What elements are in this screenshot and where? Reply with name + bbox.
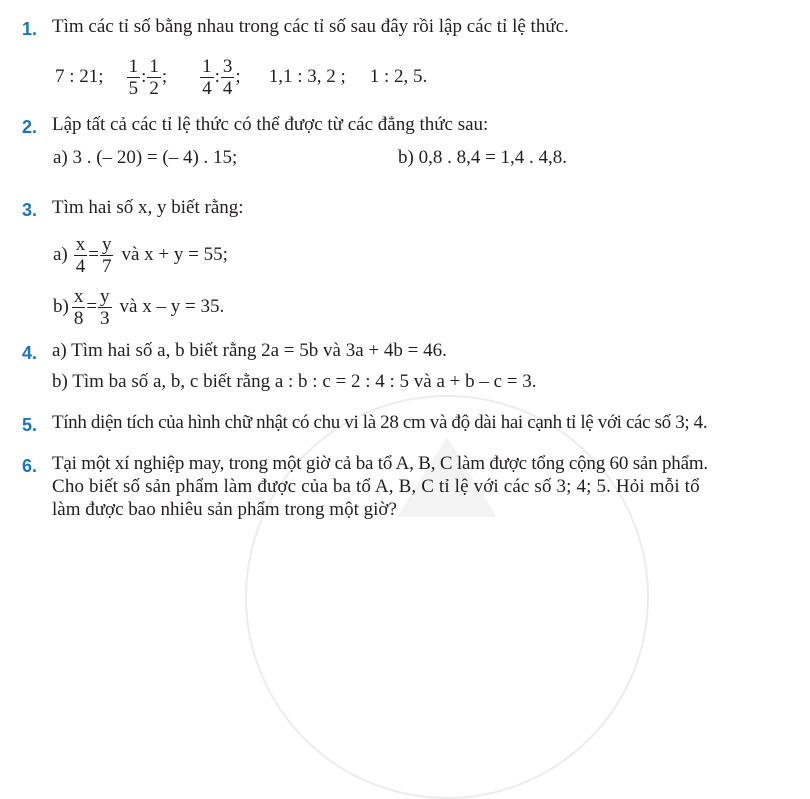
ratio-2-end: ;: [161, 66, 168, 87]
ratio-2-frac-2: $\frac{1}{2}$: [149, 55, 159, 99]
exercise-6-number: 6.: [22, 456, 38, 476]
ratio-2-colon: :: [141, 66, 147, 87]
exercise-6-line-1: Tại một xí nghiệp may, trong một giờ cả ba tổ A, B, C làm được tổng cộng 60 sản phẩm.: [52, 453, 708, 474]
exercise-4-part-b: b) Tìm ba số a, b, c biết rằng a : b : c = 2 : 4 : 5 và a + b – c = 3.: [52, 371, 537, 392]
fraction-x-over-8: $\frac{x}{8}$: [73, 285, 84, 329]
exercise-1-number: 1.: [22, 19, 38, 39]
ratio-3-frac-1: $\frac{1}{4}$: [202, 55, 212, 99]
exercise-2-text: Lập tất cả các tỉ lệ thức có thể được từ các đẳng thức sau:: [52, 114, 489, 135]
exercise-1-ratios: [55, 49, 427, 105]
exercise-3-text: Tìm hai số x, y biết rằng:: [52, 197, 244, 218]
exercise-3-part-a: [53, 231, 228, 279]
fraction-y-over-7: $\frac{y}{7}$: [101, 233, 112, 277]
ratio-3-colon: :: [214, 66, 220, 87]
exercise-2-number: 2.: [22, 117, 38, 137]
exercise-6-line-2: Cho biết số sản phẩm làm được của ba tổ A, B, C tỉ lệ với các số 3; 4; 5. Hỏi mỗi tổ: [52, 476, 700, 497]
equals-sign: =: [88, 244, 99, 265]
exercise-3-part-b: [53, 283, 224, 331]
exercise-5-number: 5.: [22, 415, 38, 435]
fraction-y-over-3: $\frac{y}{3}$: [100, 285, 110, 329]
part-a-label: a): [53, 244, 68, 265]
exercise-4-part-a: a) Tìm hai số a, b biết rằng 2a = 5b và 3a + 4b = 46.: [52, 340, 447, 361]
ratio-5: 1 : 2, 5.: [369, 66, 428, 87]
exercise-1-text: Tìm các tỉ số bằng nhau trong các tỉ số sau đây rồi lập các tỉ lệ thức.: [52, 16, 569, 37]
ratio-4: 1,1 : 3, 2 ;: [268, 66, 346, 87]
ratio-3-frac-2: $\frac{3}{4}$: [222, 55, 233, 99]
equals-sign: =: [86, 296, 98, 317]
exercise-6-line-3: làm được bao nhiêu sản phẩm trong một giờ?: [52, 499, 397, 520]
ratio-2-frac-1: $\frac{1}{5}$: [128, 55, 139, 99]
ratio-3-end: ;: [235, 66, 241, 87]
part-b-condition: và x – y = 35.: [119, 296, 225, 317]
exercise-3-number: 3.: [22, 200, 38, 220]
ratio-1: 7 : 21;: [55, 66, 104, 87]
part-b-label: b): [53, 296, 69, 317]
fraction-x-over-4: $\frac{x}{4}$: [75, 233, 86, 277]
exercise-2-part-b: b) 0,8 . 8,4 = 1,4 . 4,8.: [398, 147, 568, 168]
part-a-condition: và x + y = 55;: [121, 244, 228, 265]
exercise-2-part-a: a) 3 . (– 20) = (– 4) . 15;: [53, 147, 238, 168]
exercise-5-text: Tính diện tích của hình chữ nhật có chu vi là 28 cm và độ dài hai cạnh tỉ lệ với các số 3; 4.: [52, 412, 708, 433]
exercise-4-number: 4.: [22, 343, 38, 363]
